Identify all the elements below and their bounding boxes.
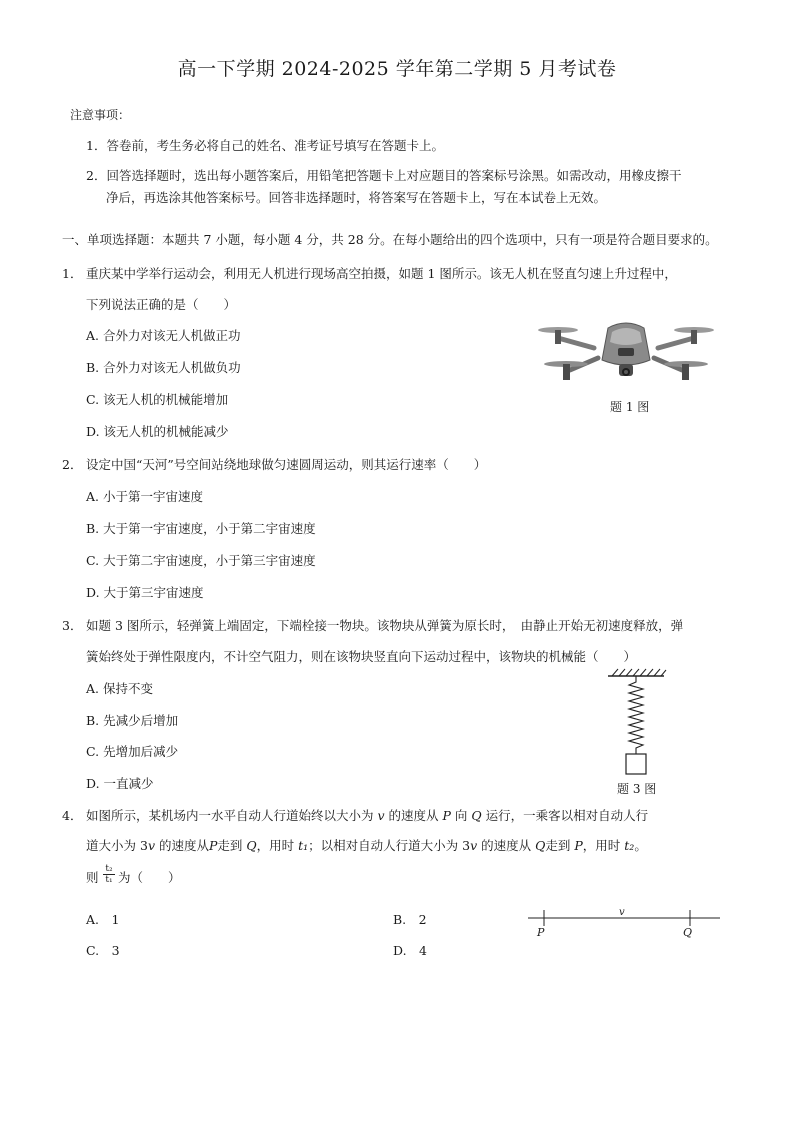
q4-stem-line-2: 道大小为 3v 的速度从P走到 Q，用时 t₁；以相对自动人行道大小为 3v 的速度从 Q走到 P，用时 t₂。 [86, 838, 647, 853]
q2-option-c: C. 大于第二宇宙速度，小于第三宇宙速度 [86, 553, 316, 568]
q4-fraction-numerator: t₂ [103, 864, 115, 875]
spring-figure [604, 668, 668, 780]
walkway-diagram [524, 902, 724, 944]
velocity-label: v [619, 907, 625, 918]
q3-stem-line-2: 簧始终处于弹性限度内，不计空气阻力，则在该物块竖直向下运动过程中，该物块的机械能（ ） [86, 649, 637, 664]
point-p-label: P [537, 926, 545, 939]
q1-stem-line-2: 下列说法正确的是（ ） [86, 297, 237, 312]
q3-figure-caption: 题 3 图 [617, 782, 657, 796]
q4-fraction-denominator: t₁ [105, 875, 113, 885]
q1-option-c: C. 该无人机的机械能增加 [86, 392, 229, 407]
q4-stem-line-1: 如图所示，某机场内一水平自动人行道始终以大小为 v 的速度从 P 向 Q 运行，一乘客以相对自动人行 [86, 808, 649, 823]
q2-option-a: A. 小于第一宇宙速度 [86, 489, 203, 504]
q1-figure-caption: 题 1 图 [610, 400, 650, 414]
q3-option-d: D. 一直减少 [86, 776, 154, 791]
q3-number: 3． [62, 618, 83, 633]
notes-item-2-line-1: 2．回答选择题时，选出每小题答案后，用铅笔把答题卡上对应题目的答案标号涂黑。如需改动，用橡皮擦干 [86, 168, 682, 183]
notes-item-2-line-2: 净后，再选涂其他答案标号。回答非选择题时，将答案写在答题卡上，写在本试卷上无效。 [106, 190, 607, 205]
q4-ratio-fraction [103, 864, 115, 886]
q1-option-d: D. 该无人机的机械能减少 [86, 424, 229, 439]
q2-stem: 设定中国“天河”号空间站绕地球做匀速圆周运动，则其运行速率（ ） [86, 457, 487, 472]
notes-heading: 注意事项： [70, 108, 131, 122]
notes-item-1: 1．答卷前，考生务必将自己的姓名、准考证号填写在答题卡上。 [86, 138, 444, 153]
q1-stem-line-1: 重庆某中学举行运动会，利用无人机进行现场高空拍摄，如题 1 图所示。该无人机在竖直匀速上升过程中， [86, 266, 677, 281]
q1-option-a: A. 合外力对该无人机做正功 [86, 328, 241, 343]
section-1-heading: 一、单项选择题：本题共 7 小题，每小题 4 分，共 28 分。在每小题给出的四个选项中，只有一项是符合题目要求的。 [62, 232, 718, 247]
q3-stem-line-1: 如题 3 图所示，轻弹簧上端固定，下端栓接一物块。该物块从弹簧为原长时， 由静止开始无初速度释放，弹 [86, 618, 684, 633]
q2-option-b: B. 大于第一宇宙速度，小于第二宇宙速度 [86, 521, 316, 536]
q4-option-a: A. 1 [86, 912, 120, 927]
q3-option-a: A. 保持不变 [86, 681, 153, 696]
q4-stem-line-3-suffix: 为（ ） [118, 870, 181, 885]
q1-option-b: B. 合外力对该无人机做负功 [86, 360, 241, 375]
q1-number: 1． [62, 266, 83, 281]
q4-option-d: D. 4 [393, 943, 428, 958]
q3-option-b: B. 先减少后增加 [86, 713, 179, 728]
q2-option-d: D. 大于第三宇宙速度 [86, 585, 204, 600]
q4-stem-line-3-prefix: 则 [86, 870, 99, 885]
q4-number: 4． [62, 808, 83, 823]
point-q-label: Q [683, 926, 693, 939]
drone-figure [536, 308, 718, 394]
page-title: 高一下学期 2024-2025 学年第二学期 5 月考试卷 [177, 58, 617, 80]
q2-number: 2． [62, 457, 83, 472]
q3-option-c: C. 先增加后减少 [86, 744, 179, 759]
q4-option-c: C. 3 [86, 943, 120, 958]
q4-option-b: B. 2 [393, 912, 427, 927]
